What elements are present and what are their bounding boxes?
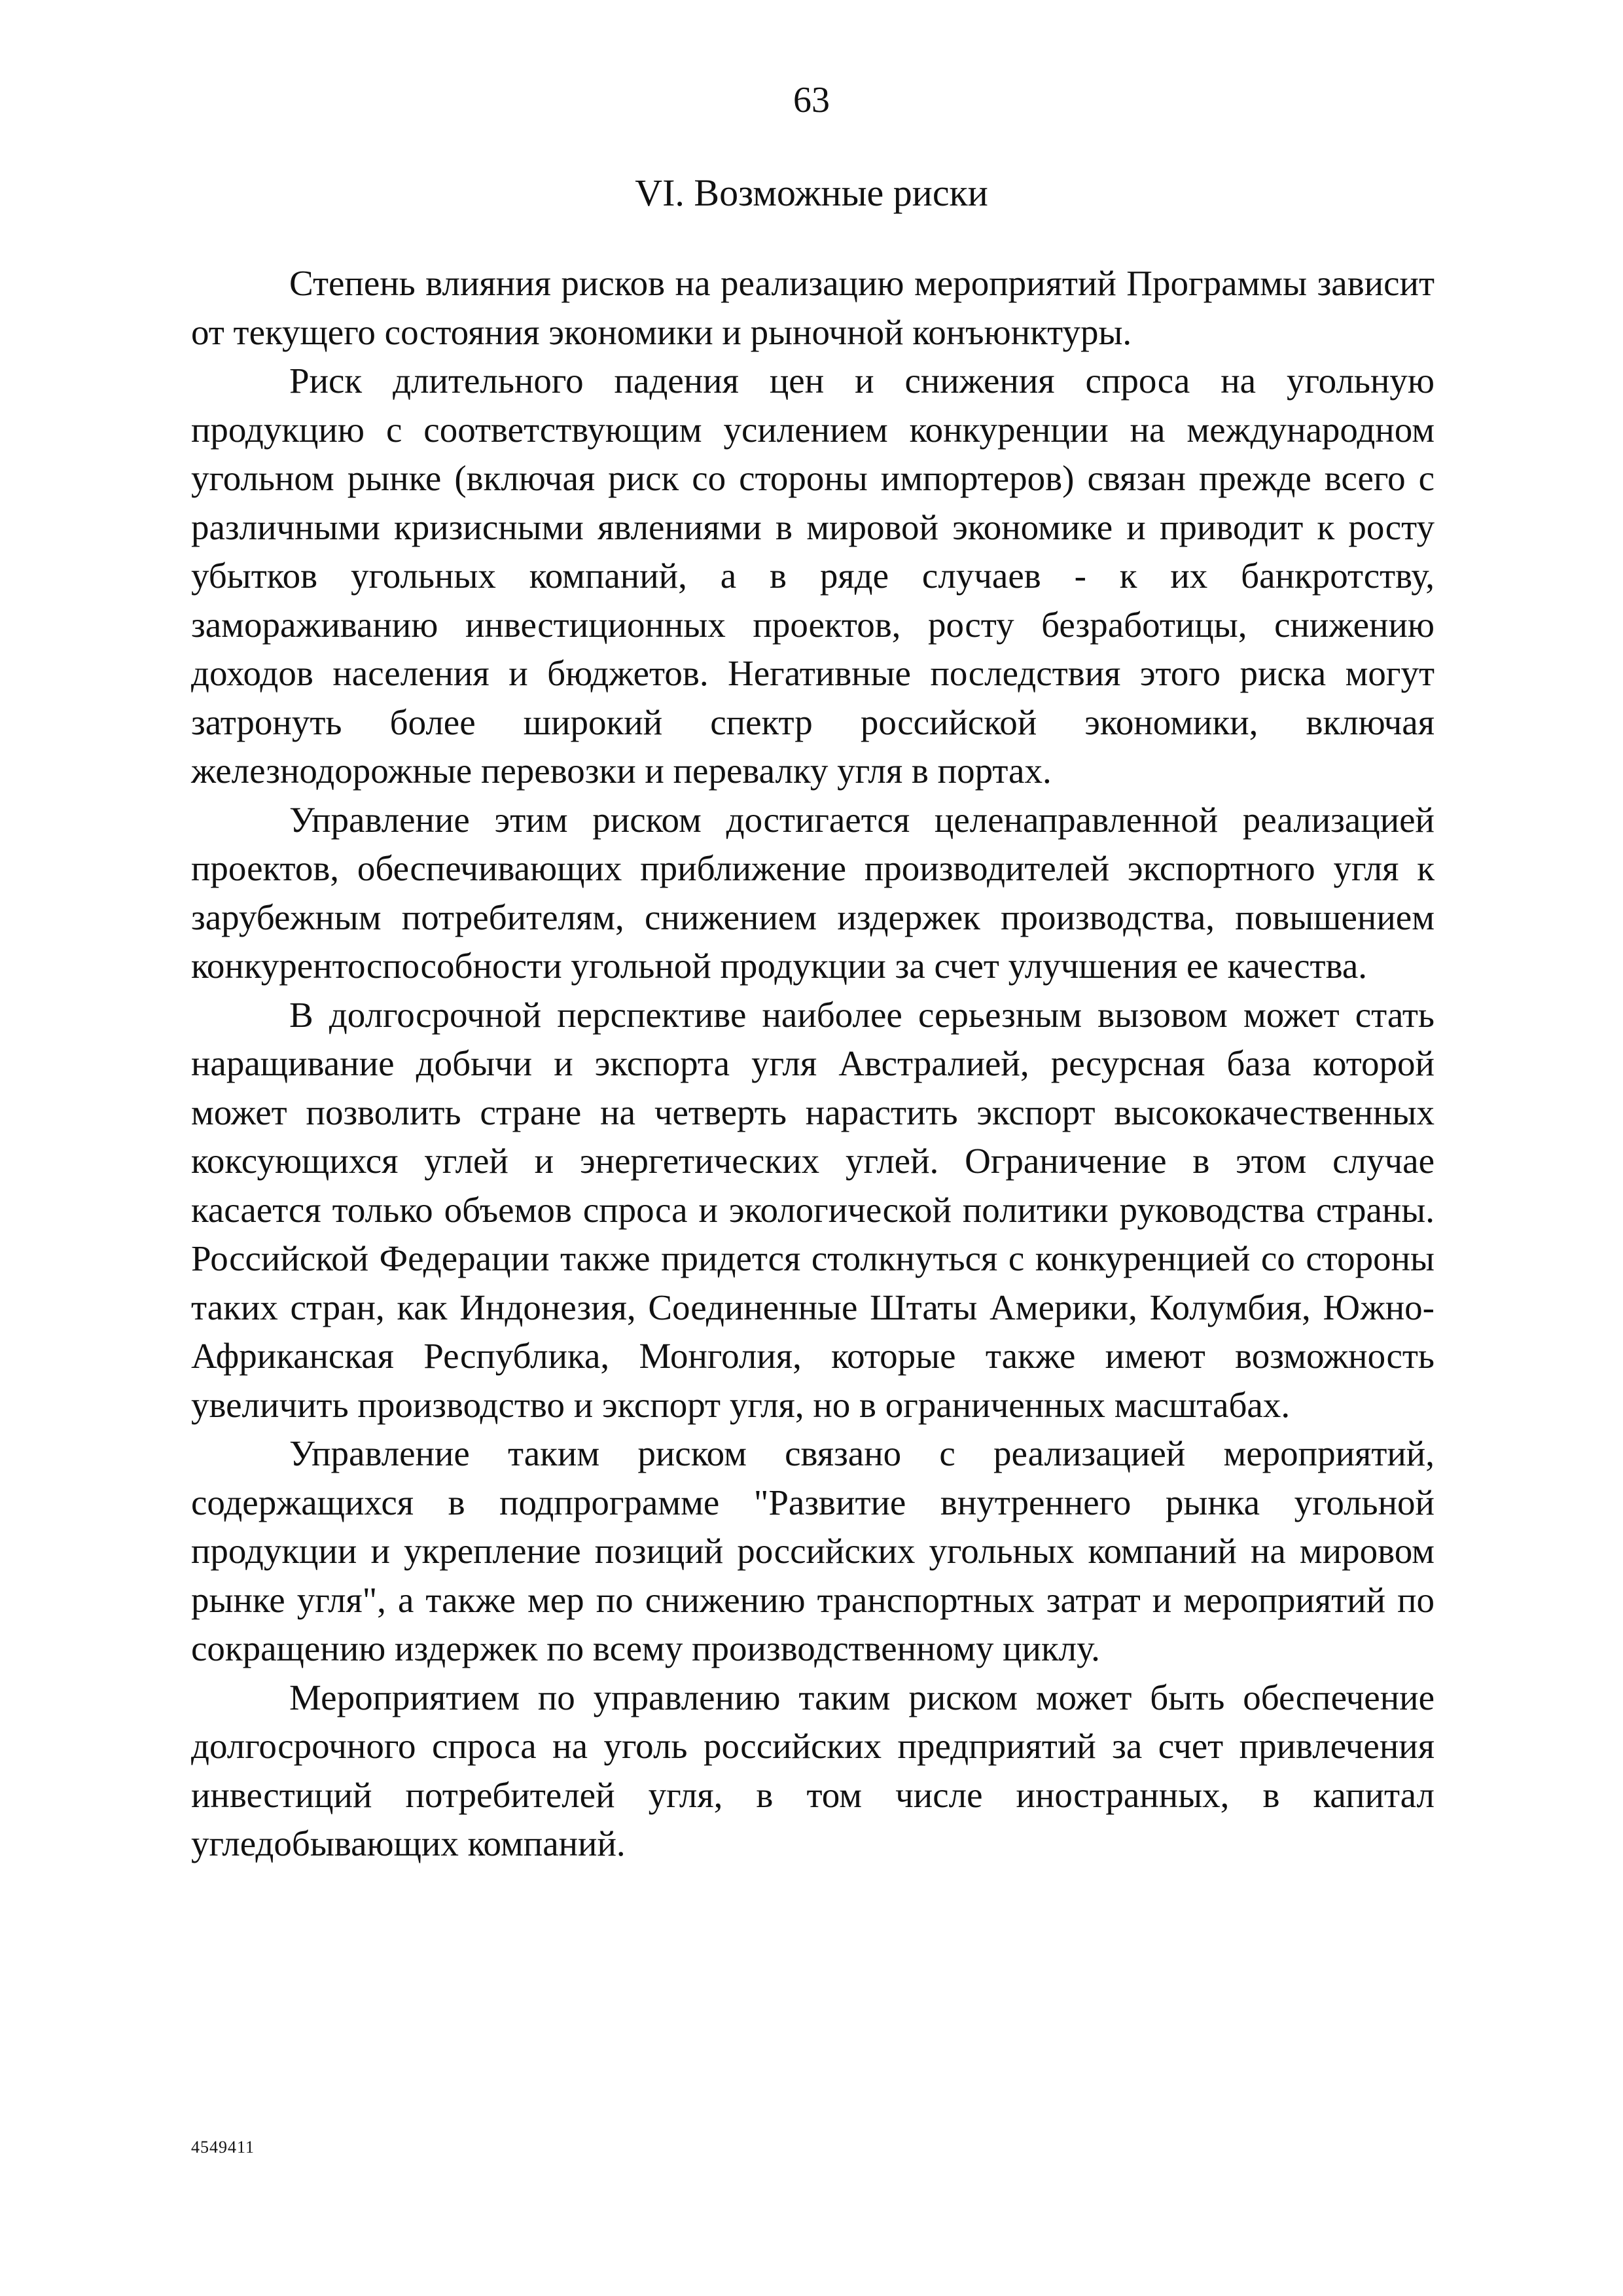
paragraph: Управление таким риском связано с реализацией мероприятий, содержащихся в подпрограмме "Развитие внутреннего рынка угольной продукции и укрепление позиций российских угольных компаний на мировом рынке угля", а также мер по снижению транспортных затрат и мероприятий по сокращению издержек по всему производственному циклу. xyxy=(191,1433,1435,1668)
paragraph: Степень влияния рисков на реализацию мероприятий Программы зависит от текущего состояния экономики и рыночной конъюнктуры. xyxy=(191,263,1435,352)
paragraph: В долгосрочной перспективе наиболее серьезным вызовом может стать наращивание добычи и экспорта угля Австралией, ресурсная база которой может позволить стране на четверть нарастить экспорт высококачественных коксующихся углей и энергетических углей. Ограничение в этом случае касается только объемов спроса и экологической политики руководства страны. Российской Федерации также придется столкнуться с конкуренцией со стороны таких стран, как Индонезия, Соединенные Штаты Америки, Колумбия, Южно-Африканская Республика, Монголия, которые также имеют возможность увеличить производство и экспорт угля, но в ограниченных масштабах. xyxy=(191,994,1435,1425)
paragraph: Риск длительного падения цен и снижения спроса на угольную продукцию с соответствующим усилением конкуренции на международном угольном рынке (включая риск со стороны импортеров) связан прежде всего с различными кризисными явлениями в мировой экономике и приводит к росту убытков угольных компаний, а в ряде случаев - к их банкротству, замораживанию инвестиционных проектов, росту безработицы, снижению доходов населения и бюджетов. Негативные последствия этого риска могут затронуть более широкий спектр российской экономики, включая железнодорожные перевозки и перевалку угля в портах. xyxy=(191,361,1435,791)
body-text xyxy=(191,259,1435,1869)
paragraph: Управление этим риском достигается целенаправленной реализацией проектов, обеспечивающих приближение производителей экспортного угля к зарубежным потребителям, снижением издержек производства, повышением конкурентоспособности угольной продукции за счет улучшения ее качества. xyxy=(191,799,1435,986)
document-id: 4549411 xyxy=(191,2138,255,2157)
page-number: 63 xyxy=(793,80,830,120)
paragraph: Мероприятием по управлению таким риском может быть обеспечение долгосрочного спроса на уголь российских предприятий за счет привлечения инвестиций потребителей угля, в том числе иностранных, в капитал угледобывающих компаний. xyxy=(191,1677,1435,1863)
section-title: VI. Возможные риски xyxy=(635,171,988,214)
